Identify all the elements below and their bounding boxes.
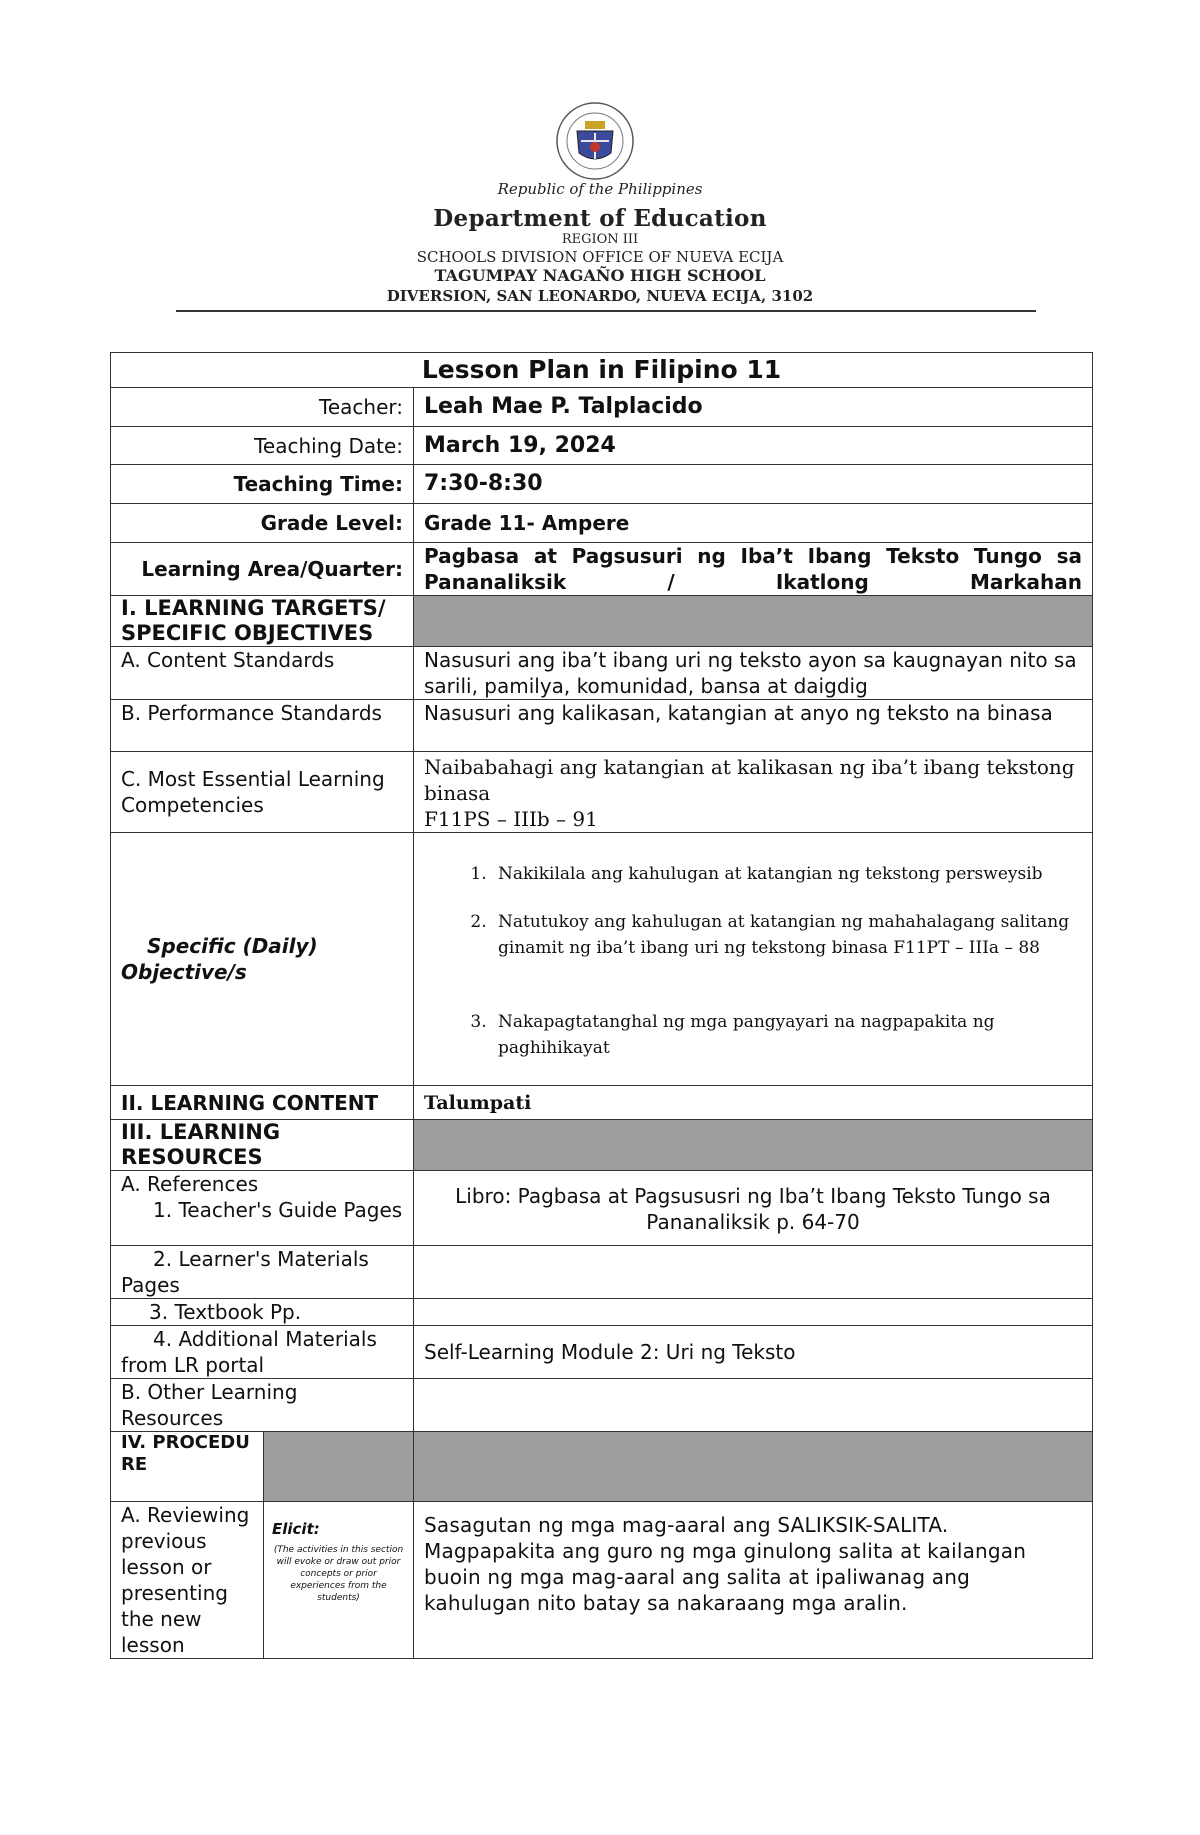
learning-area-label: Learning Area/Quarter: (111, 543, 414, 596)
learning-resources-heading: III. LEARNING RESOURCES (111, 1120, 414, 1171)
section-fill (414, 1432, 1093, 1502)
content-standards-label: A. Content Standards (111, 647, 414, 700)
performance-standards-label: B. Performance Standards (111, 700, 414, 752)
objectives-label (111, 833, 414, 1086)
info-row (111, 388, 1093, 427)
section-row (111, 1120, 1093, 1171)
book-reference-value: Libro: Pagbasa at Pagsususri ng Iba’t Ibang Teksto Tungo sa Pananaliksik p. 64-70 (414, 1171, 1093, 1246)
additional-materials-value: Self-Learning Module 2: Uri ng Teksto (414, 1326, 1093, 1379)
additional-materials-text: 4. Additional Materials from LR portal (121, 1327, 377, 1377)
objective-item: 3. Nakapagtatanghal ng mga pangyayari na nagpapakita ng paghihikayat (492, 1009, 1082, 1061)
other-resources-label: B. Other Learning Resources (111, 1379, 414, 1432)
melc-value (414, 752, 1093, 833)
info-row (111, 504, 1093, 543)
elicit-note: (The activities in this section will evoke or draw out prior concepts or prior experiences from the students) (273, 1545, 404, 1603)
elicit-title: Elicit: (272, 1520, 320, 1538)
school-name: TAGUMPAY NAGAÑO HIGH SCHOOL (434, 266, 766, 285)
objectives-row (111, 833, 1093, 1086)
school-address: DIVERSION, SAN LEONARDO, NUEVA ECIJA, 3102 (386, 287, 814, 305)
content-standards-value: Nasusuri ang iba’t ibang uri ng teksto ayon sa kaugnayan nito sa sarili, pamilya, komunidad, bansa at daigdig (414, 647, 1093, 700)
other-resources-row (111, 1379, 1093, 1432)
department-name: Department of Education (433, 205, 767, 232)
section-fill (414, 1120, 1093, 1171)
melc-competency: Naibabahagi ang katangian at kalikasan ng iba’t ibang tekstong binasa (424, 755, 1075, 805)
melc-label: C. Most Essential Learning Competencies (111, 752, 414, 833)
teacher-value: Leah Mae P. Talplacido (414, 388, 1093, 427)
objective-item: 1. Nakikilala ang kahulugan at katangian ng tekstong persweysib (492, 861, 1082, 887)
references-label: A. References (121, 1172, 259, 1196)
step-a-value: Sasagutan ng mga mag-aaral ang SALIKSIK-SALITA. Magpapakita ang guro ng mga ginulong salita at kailangan buoin ng mga mag-aaral ang salita at ipaliwanag ang kahulugan nito batay sa nakaraang mga aralin. (414, 1502, 1093, 1659)
header-divider (176, 310, 1036, 312)
objectives-label-text: Specific (Daily) Objective/s (121, 934, 318, 984)
title-row (111, 353, 1093, 388)
objective-item: 2. Natutukoy ang kahulugan at katangian ng mahahalagang salitang ginamit ng iba’t ibang uri ng tekstong binasa F11PT – IIIa – 88 (492, 909, 1082, 961)
performance-standards-value: Nasusuri ang kalikasan, katangian at anyo ng teksto na binasa (414, 700, 1093, 752)
objectives-list (424, 861, 1082, 1061)
teachers-guide-label (121, 1197, 403, 1223)
additional-materials-label (111, 1326, 414, 1379)
objectives-cell (414, 833, 1093, 1086)
melc-code: F11PS – IIIb – 91 (424, 807, 598, 831)
learning-content-heading: II. LEARNING CONTENT (111, 1086, 414, 1120)
references-row (111, 1171, 1093, 1246)
step-a-label: A. Reviewing previous lesson or presenting the new lesson (111, 1502, 264, 1659)
info-row (111, 427, 1093, 465)
section-row (111, 596, 1093, 647)
teachers-guide-text: 1. Teacher's Guide Pages (153, 1198, 403, 1222)
learning-area-value: Pagbasa at Pagsusuri ng Iba’t Ibang Teksto Tungo sa Pananaliksik / Ikatlong Markahan (414, 543, 1093, 596)
teaching-date-label: Teaching Date: (111, 427, 414, 465)
teacher-label: Teacher: (111, 388, 414, 427)
textbook-value (414, 1299, 1093, 1326)
teaching-date-value: March 19, 2024 (414, 427, 1093, 465)
section-row (111, 1432, 1093, 1502)
section-fill (264, 1432, 414, 1502)
grade-level-label: Grade Level: (111, 504, 414, 543)
deped-seal-logo (555, 101, 635, 181)
other-resources-value (414, 1379, 1093, 1432)
info-row (111, 465, 1093, 504)
elicit-cell (264, 1502, 414, 1659)
textbook-text: 3. Textbook Pp. (149, 1300, 302, 1324)
learning-targets-heading: I. LEARNING TARGETS/ SPECIFIC OBJECTIVES (111, 596, 414, 647)
info-row (111, 543, 1093, 596)
plan-title: Lesson Plan in Filipino 11 (111, 353, 1093, 388)
learning-content-row (111, 1086, 1093, 1120)
content-standards-row (111, 647, 1093, 700)
references-cell (111, 1171, 414, 1246)
textbook-row (111, 1299, 1093, 1326)
section-fill (414, 596, 1093, 647)
teaching-time-label: Teaching Time: (111, 465, 414, 504)
grade-level-value: Grade 11- Ampere (414, 504, 1093, 543)
learners-materials-label (111, 1246, 414, 1299)
textbook-label (111, 1299, 414, 1326)
lesson-plan-table (110, 352, 1093, 1659)
learners-materials-row (111, 1246, 1093, 1299)
melc-row (111, 752, 1093, 833)
procedure-step-row (111, 1502, 1093, 1659)
learning-content-value: Talumpati (414, 1086, 1093, 1120)
learners-materials-value (414, 1246, 1093, 1299)
performance-standards-row (111, 700, 1093, 752)
republic-line: Republic of the Philippines (497, 180, 703, 198)
teaching-time-value: 7:30-8:30 (414, 465, 1093, 504)
division-line: SCHOOLS DIVISION OFFICE OF NUEVA ECIJA (416, 248, 784, 266)
procedure-heading: IV. PROCEDURE (111, 1432, 264, 1502)
region-line: REGION III (561, 232, 639, 247)
learners-materials-text: 2. Learner's Materials Pages (121, 1247, 369, 1297)
additional-materials-row (111, 1326, 1093, 1379)
